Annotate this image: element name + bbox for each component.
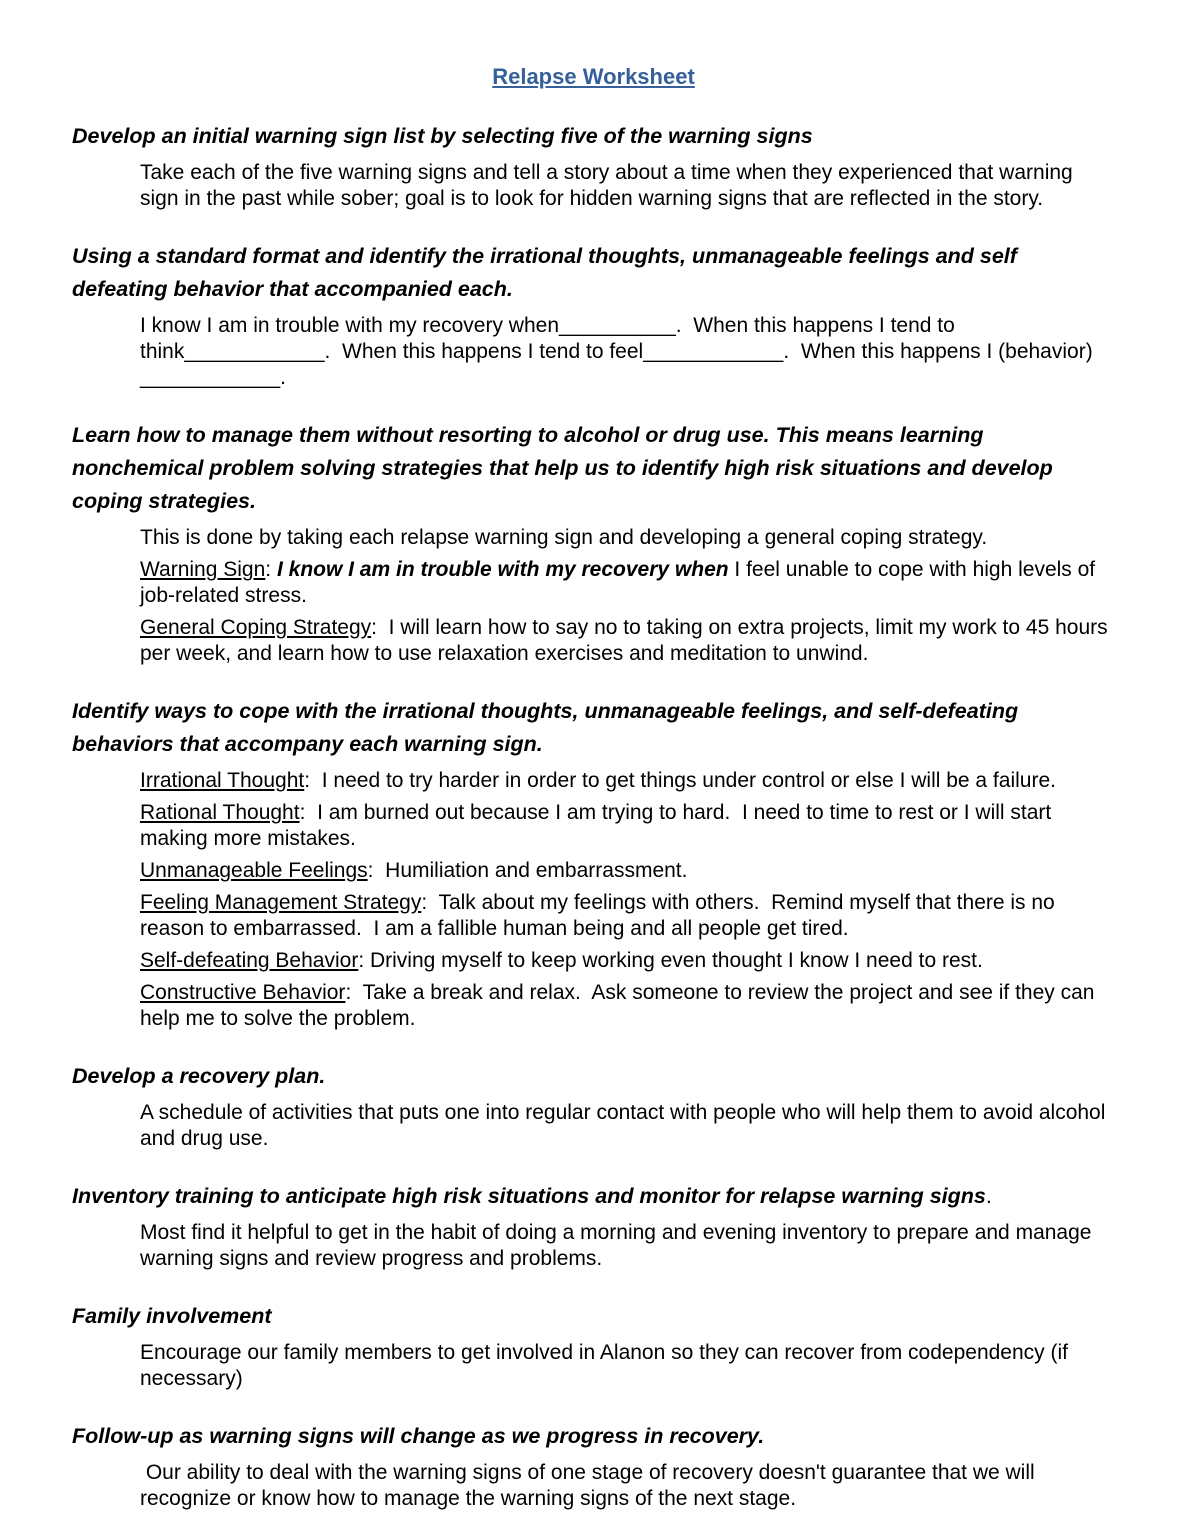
item-self-defeating-behavior (140, 948, 1115, 974)
section-body: Encourage our family members to get involved in Alanon so they can recover from codependency (if necessary) (140, 1341, 1074, 1390)
item-label: Unmanageable Feelings (140, 859, 368, 882)
item-label: Irrational Thought (140, 769, 305, 792)
section-standard-format (72, 240, 1115, 391)
section-initial-warning-sign-list (72, 120, 1115, 212)
item-label: Rational Thought (140, 801, 300, 824)
section-heading: Learn how to manage them without resorting to alcohol or drug use. This means learning nonchemical problem solving strategies that help us to identify high risk situations and develop coping strategies. (72, 423, 1059, 513)
item-separator: : (299, 801, 318, 824)
section-heading: Identify ways to cope with the irrational thoughts, unmanageable feelings, and self-defeating behaviors that accompany each warning sign. (72, 699, 1025, 756)
section-heading: Develop a recovery plan. (72, 1064, 326, 1088)
item-separator: : (367, 859, 386, 882)
section-heading: Family involvement (72, 1304, 272, 1328)
item-label: Feeling Management Strategy (140, 891, 422, 914)
item-label: Warning Sign (140, 558, 266, 581)
section-intro: This is done by taking each relapse warning sign and developing a general coping strategy. (140, 526, 988, 549)
item-constructive-behavior (140, 980, 1115, 1032)
item-text: Take a break and relax. Ask someone to review the project and see if they can help me to solve the problem. (140, 981, 1101, 1030)
item-label: General Coping Strategy (140, 616, 372, 639)
item-emphasis: I know I am in trouble with my recovery when (276, 558, 729, 581)
item-text: Talk about my feelings with others. Remind myself that there is no reason to embarrassed. I am a fallible human being and all people get tired. (140, 891, 1061, 940)
item-text: I need to try harder in order to get things under control or else I will be a failure. (321, 769, 1056, 792)
fill-in-the-blank-body: I know I am in trouble with my recovery when__________. When this happens I tend to think____________. When this happens I tend to feel____________. When this happens I (behavior) ____________. (140, 314, 1099, 389)
item-separator: : (265, 558, 277, 581)
section-heading: Develop an initial warning sign list by selecting five of the warning signs (72, 124, 813, 148)
section-inventory-training (72, 1180, 1115, 1272)
item-label: Constructive Behavior (140, 981, 346, 1004)
item-warning-sign (140, 557, 1115, 609)
item-separator: : (358, 949, 370, 972)
section-body: A schedule of activities that puts one into regular contact with people who will help them to avoid alcohol and drug use. (140, 1101, 1112, 1150)
item-label: Self-defeating Behavior (140, 949, 359, 972)
item-text: I am burned out because I am trying to hard. I need to time to rest or I will start making more mistakes. (140, 801, 1058, 850)
item-separator: : (345, 981, 363, 1004)
section-follow-up (72, 1420, 1115, 1512)
item-text: I feel unable to cope with high levels of job-related stress. (140, 558, 1101, 607)
section-heading: Follow-up as warning signs will change as we progress in recovery. (72, 1424, 765, 1448)
item-text: I will learn how to say no to taking on extra projects, limit my work to 45 hours per week, and learn how to use relaxation exercises and meditation to unwind. (140, 616, 1114, 665)
section-family-involvement (72, 1300, 1115, 1392)
item-general-coping-strategy (140, 615, 1115, 667)
heading-suffix: . (985, 1184, 992, 1208)
item-separator: : (304, 769, 322, 792)
item-text: Humiliation and embarrassment. (385, 859, 688, 882)
item-unmanageable-feelings (140, 858, 1115, 884)
heading-text: Inventory training to anticipate high risk situations and monitor for relapse warning signs (72, 1184, 986, 1208)
section-body: Our ability to deal with the warning signs of one stage of recovery doesn't guarantee that we will recognize or know how to manage the warning signs of the next stage. (140, 1461, 1041, 1510)
page-title: Relapse Worksheet (492, 64, 695, 89)
section-identify-ways-to-cope (72, 695, 1115, 1032)
item-feeling-management-strategy (140, 890, 1115, 942)
item-text: Driving myself to keep working even thought I know I need to rest. (369, 949, 983, 972)
section-recovery-plan (72, 1060, 1115, 1152)
item-separator: : (371, 616, 389, 639)
section-body: Most find it helpful to get in the habit of doing a morning and evening inventory to prepare and manage warning signs and review progress and problems. (140, 1221, 1098, 1270)
section-body: Take each of the five warning signs and tell a story about a time when they experienced that warning sign in the past while sober; goal is to look for hidden warning signs that are reflected in the story. (140, 161, 1079, 210)
section-heading: Using a standard format and identify the irrational thoughts, unmanageable feelings and self defeating behavior that accompanied each. (72, 244, 1023, 301)
item-irrational-thought (140, 768, 1115, 794)
item-separator: : (421, 891, 439, 914)
section-learn-to-manage (72, 419, 1115, 667)
section-heading (72, 1180, 1115, 1213)
item-rational-thought (140, 800, 1115, 852)
